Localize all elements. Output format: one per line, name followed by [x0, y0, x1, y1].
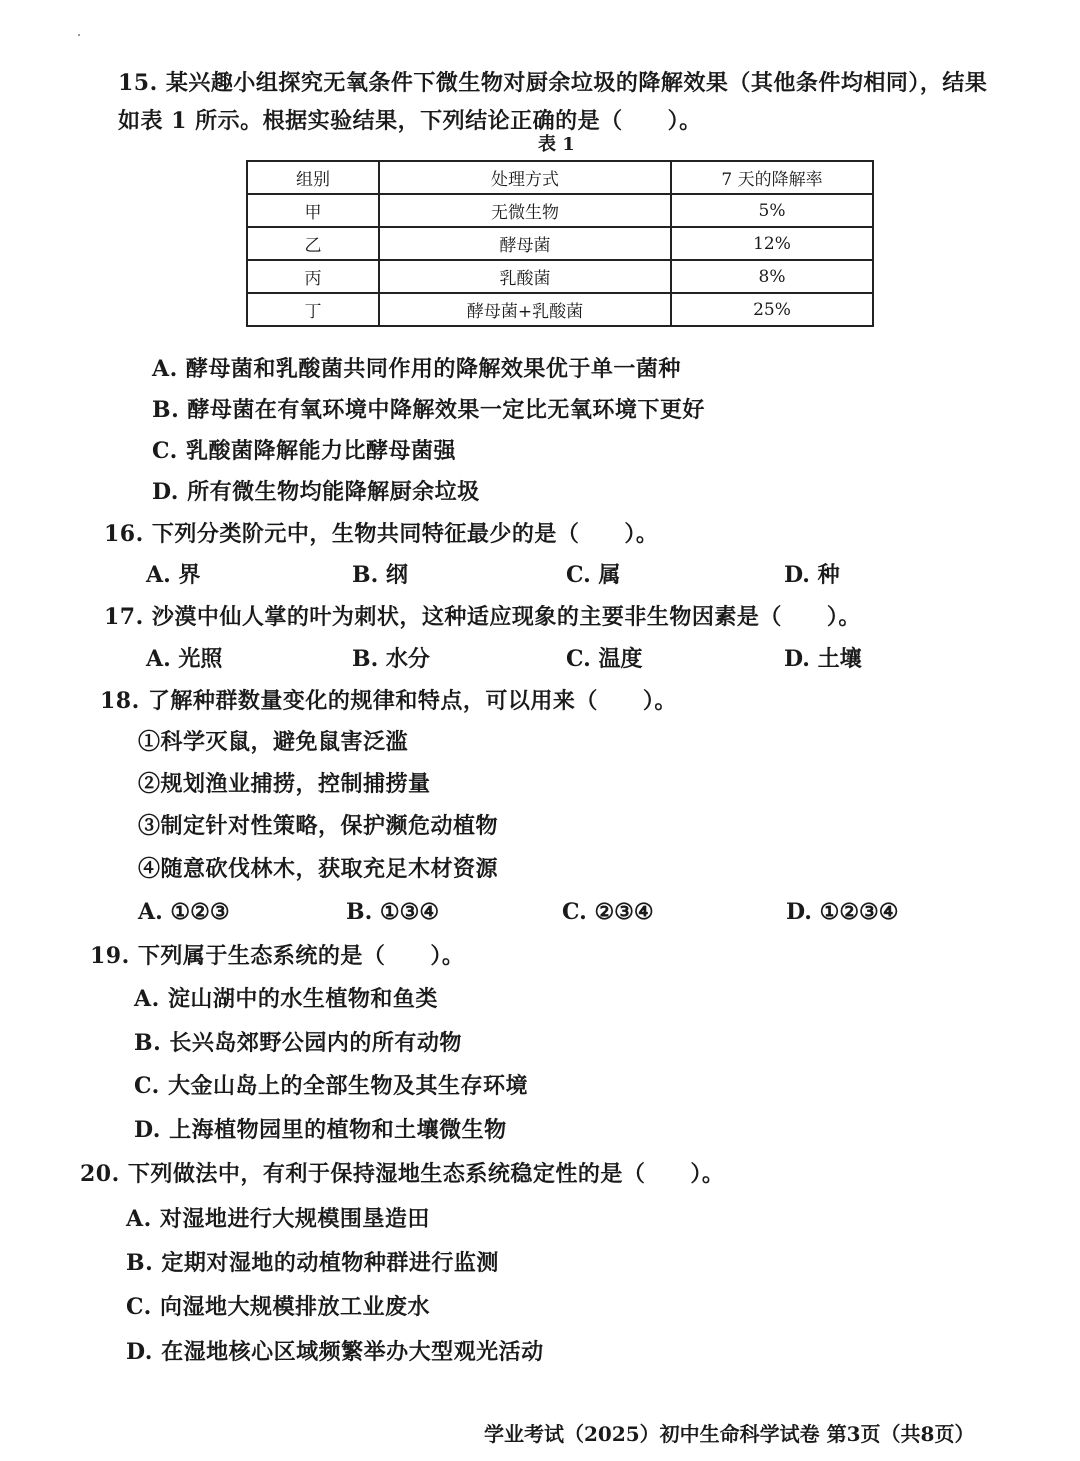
q17-option-c: C. 温度 [566, 646, 643, 672]
table-cell: 乳酸菌 [379, 260, 671, 293]
table-cell: 酵母菌 [379, 227, 671, 260]
q16-option-a: A. 界 [146, 562, 201, 588]
q15-option-d: D. 所有微生物均能降解厨余垃圾 [152, 479, 480, 505]
q15-option-b: B. 酵母菌在有氧环境中降解效果一定比无氧环境下更好 [152, 397, 705, 423]
q20-stem: 20. 下列做法中，有利于保持湿地生态系统稳定性的是（ ）。 [80, 1161, 725, 1187]
q18-item-1: ①科学灭鼠，避免鼠害泛滥 [138, 729, 409, 755]
page-footer: 学业考试（2025）初中生命科学试卷 第3页（共8页） [484, 1422, 975, 1446]
table-cell: 12% [671, 227, 873, 260]
table-row [247, 260, 873, 293]
q18-option-b: B. ①③④ [346, 899, 440, 925]
table-cell: 酵母菌+乳酸菌 [379, 293, 671, 326]
q18-option-d: D. ①②③④ [786, 899, 899, 925]
q16-stem: 16. 下列分类阶元中，生物共同特征最少的是（ ）。 [104, 521, 659, 547]
q20-option-d: D. 在湿地核心区域频繁举办大型观光活动 [126, 1339, 544, 1365]
q16-option-b: B. 纲 [352, 562, 408, 588]
table-header-cell: 处理方式 [379, 161, 671, 194]
q15-option-c: C. 乳酸菌降解能力比酵母菌强 [152, 438, 456, 464]
q15-option-a: A. 酵母菌和乳酸菌共同作用的降解效果优于单一菌种 [152, 356, 681, 382]
scan-speck [78, 34, 80, 36]
table-cell: 无微生物 [379, 194, 671, 227]
table-cell: 8% [671, 260, 873, 293]
q18-item-2: ②规划渔业捕捞，控制捕捞量 [138, 771, 431, 797]
q16-option-c: C. 属 [566, 562, 621, 588]
q17-option-d: D. 土壤 [784, 646, 862, 672]
table-row [247, 227, 873, 260]
q15-stem-line1: 15. 某兴趣小组探究无氧条件下微生物对厨余垃圾的降解效果（其他条件均相同），结果 [118, 70, 988, 96]
table-cell: 乙 [247, 227, 379, 260]
q18-option-a: A. ①②③ [138, 899, 230, 925]
q17-option-a: A. 光照 [146, 646, 223, 672]
table-cell: 甲 [247, 194, 379, 227]
table-cell: 丙 [247, 260, 379, 293]
table-header-cell: 7 天的降解率 [671, 161, 873, 194]
q20-option-b: B. 定期对湿地的动植物种群进行监测 [126, 1250, 499, 1276]
q19-option-d: D. 上海植物园里的植物和土壤微生物 [134, 1117, 507, 1143]
q15-stem-line2: 如表 1 所示。根据实验结果，下列结论正确的是（ ）。 [118, 108, 702, 134]
q18-item-3: ③制定针对性策略，保护濒危动植物 [138, 813, 499, 839]
q18-item-4: ④随意砍伐林木，获取充足木材资源 [138, 856, 499, 882]
q20-option-c: C. 向湿地大规模排放工业废水 [126, 1294, 430, 1320]
q19-option-a: A. 淀山湖中的水生植物和鱼类 [134, 986, 438, 1012]
degradation-table [246, 160, 874, 327]
q19-stem: 19. 下列属于生态系统的是（ ）。 [90, 943, 465, 969]
table-row [247, 293, 873, 326]
q20-option-a: A. 对湿地进行大规模围垦造田 [126, 1206, 430, 1232]
table-cell: 25% [671, 293, 873, 326]
table-row [247, 194, 873, 227]
table-cell: 5% [671, 194, 873, 227]
q18-stem: 18. 了解种群数量变化的规律和特点，可以用来（ ）。 [100, 688, 677, 714]
q19-option-c: C. 大金山岛上的全部生物及其生存环境 [134, 1073, 528, 1099]
q18-option-c: C. ②③④ [562, 899, 654, 925]
table-header-cell: 组别 [247, 161, 379, 194]
q16-option-d: D. 种 [784, 562, 840, 588]
table-cell: 丁 [247, 293, 379, 326]
q17-option-b: B. 水分 [352, 646, 430, 672]
table-caption: 表 1 [538, 134, 575, 155]
q17-stem: 17. 沙漠中仙人掌的叶为刺状，这种适应现象的主要非生物因素是（ ）。 [104, 604, 861, 630]
q19-option-b: B. 长兴岛郊野公园内的所有动物 [134, 1030, 462, 1056]
table-header-row [247, 161, 873, 194]
